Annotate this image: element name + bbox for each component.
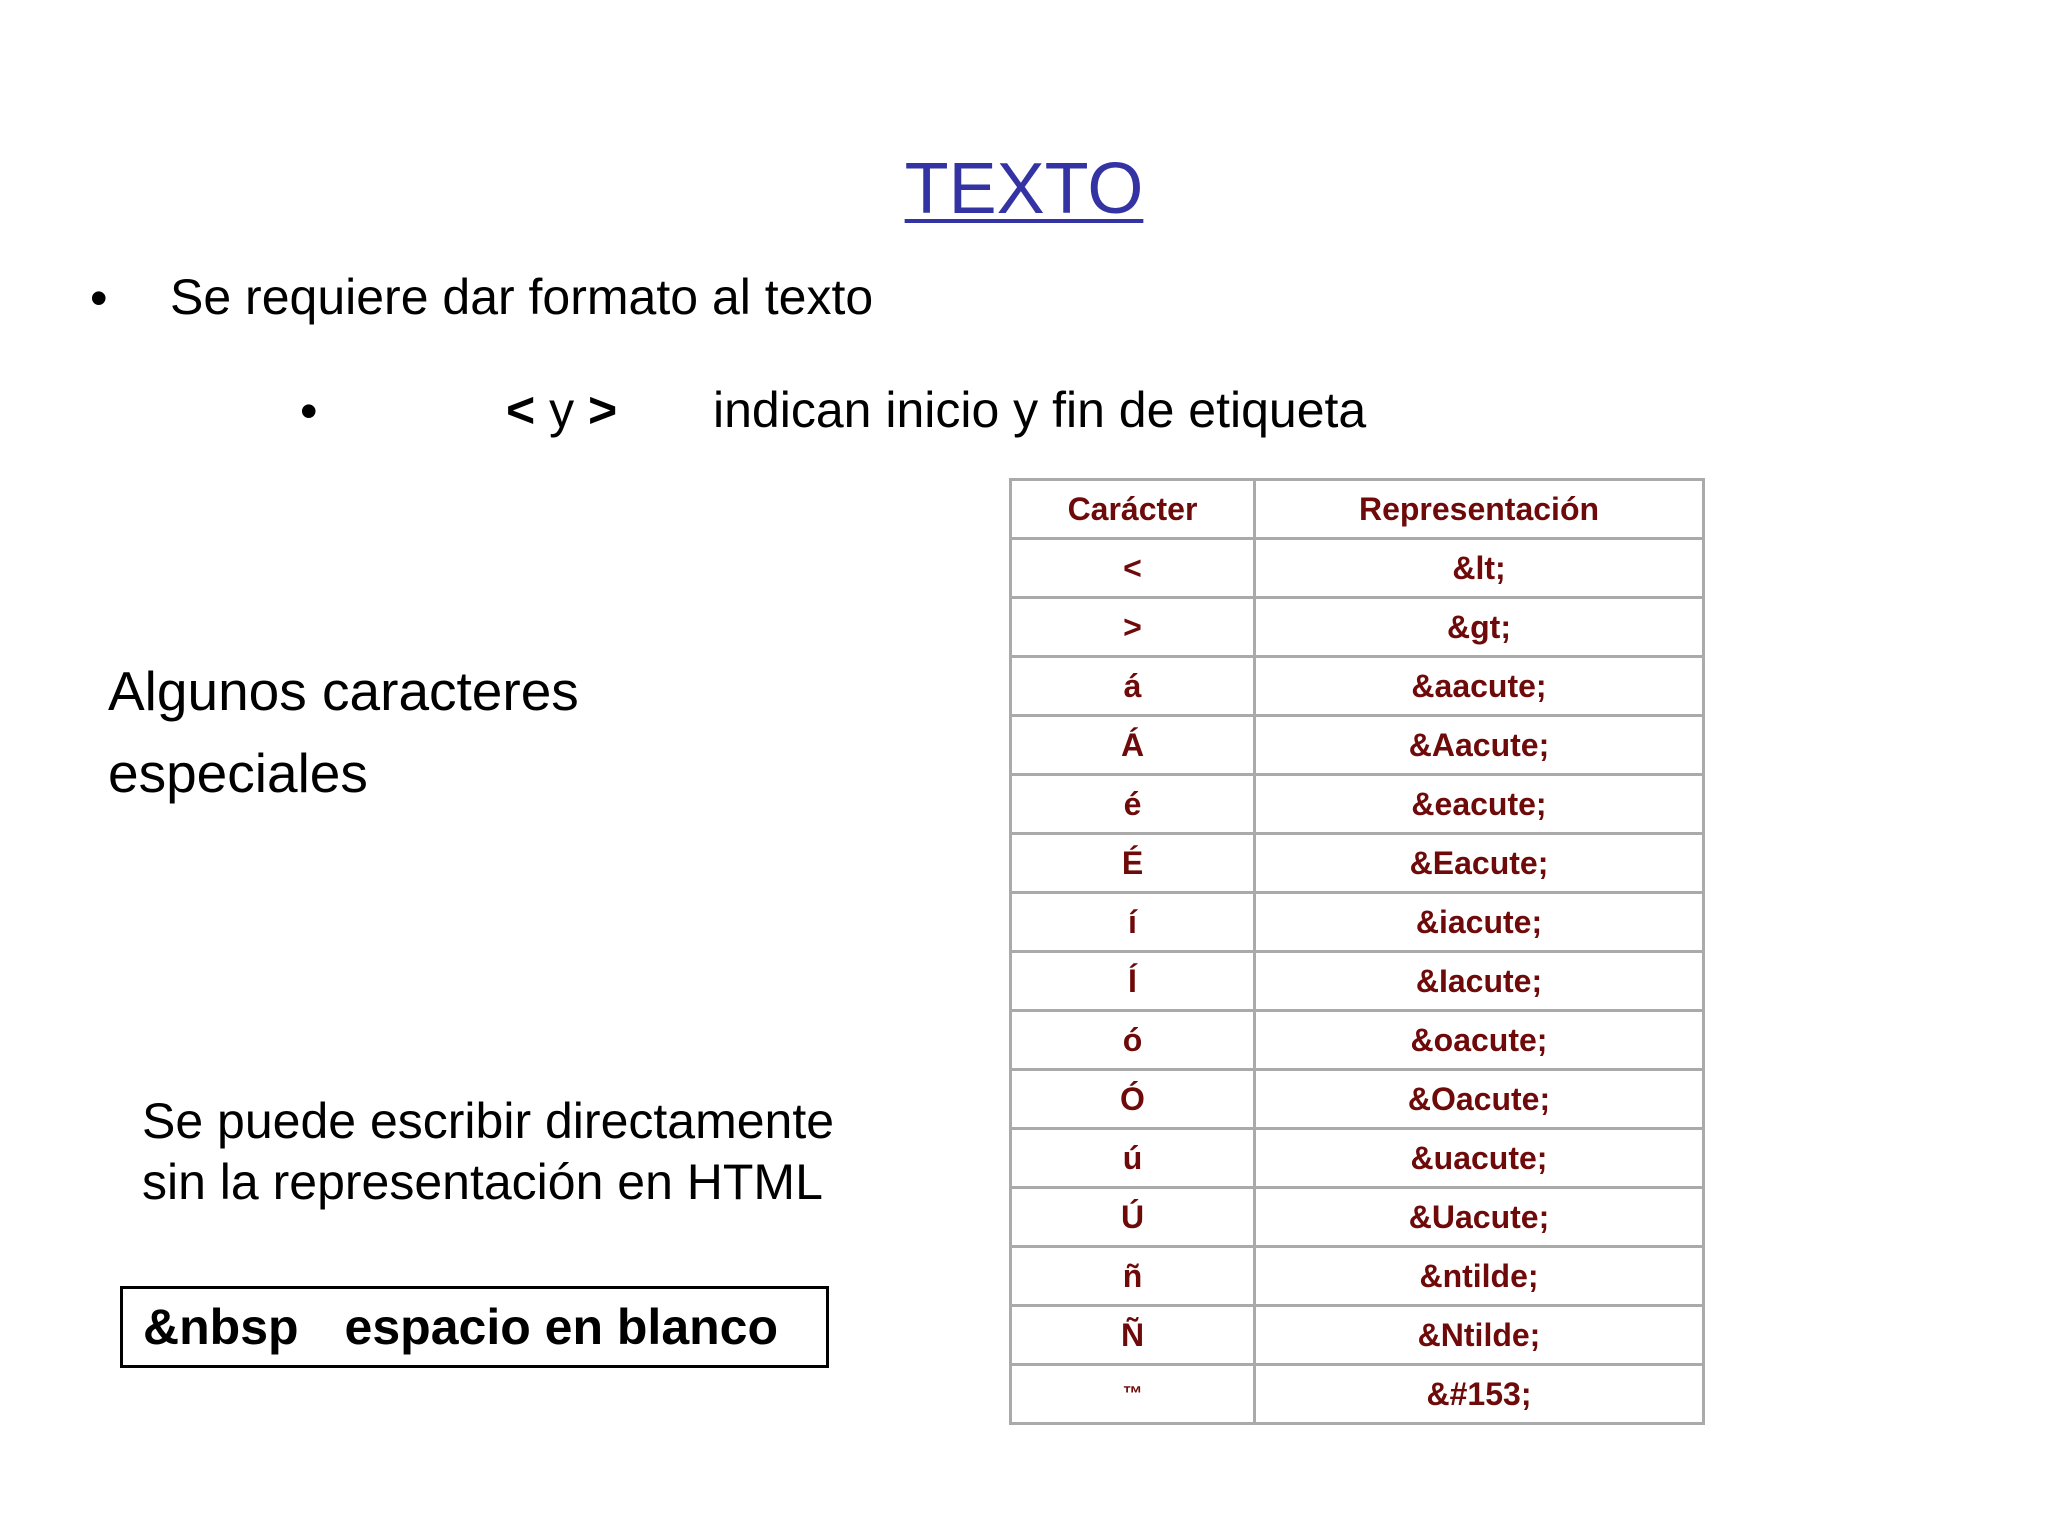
cell-character: Á [1011,716,1255,775]
bullet-text-format: Se requiere dar formato al texto [170,269,874,325]
cell-character: Ú [1011,1188,1255,1247]
cell-representation: &ntilde; [1255,1247,1704,1306]
cell-representation: &gt; [1255,598,1704,657]
character-table [1009,478,1705,1425]
cell-representation: &#153; [1255,1365,1704,1424]
table-row [1011,1011,1704,1070]
less-than-symbol: < [506,382,536,438]
cell-character: é [1011,775,1255,834]
cell-representation: &Iacute; [1255,952,1704,1011]
table-row [1011,716,1704,775]
cell-character: Ó [1011,1070,1255,1129]
special-heading-line1: Algunos caracteres [108,660,579,722]
cell-representation: &Ntilde; [1255,1306,1704,1365]
table-row [1011,1247,1704,1306]
cell-representation: &oacute; [1255,1011,1704,1070]
nbsp-label: espacio en blanco [344,1299,779,1355]
cell-representation: &iacute; [1255,893,1704,952]
table-header-row [1011,480,1704,539]
cell-character: ú [1011,1129,1255,1188]
table-row [1011,834,1704,893]
greater-than-symbol: > [588,382,618,438]
header-character: Carácter [1011,480,1255,539]
direct-writing-note [142,1091,834,1213]
direct-note-line1: Se puede escribir directamente [142,1093,835,1149]
cell-character: í [1011,893,1255,952]
table-row [1011,1129,1704,1188]
cell-representation: &Oacute; [1255,1070,1704,1129]
table-row [1011,598,1704,657]
cell-representation: &Uacute; [1255,1188,1704,1247]
cell-character: á [1011,657,1255,716]
slide-title [0,146,2048,232]
table-row [1011,1188,1704,1247]
cell-representation: &uacute; [1255,1129,1704,1188]
table-row [1011,775,1704,834]
cell-representation: &Eacute; [1255,834,1704,893]
sub-bullet-dot: • [300,383,318,439]
slide-title-text: TEXTO [904,149,1144,229]
bullet-dot: • [90,270,108,326]
cell-representation: &lt; [1255,539,1704,598]
table-row [1011,539,1704,598]
cell-character: > [1011,598,1255,657]
table-row [1011,1365,1704,1424]
cell-representation: &eacute; [1255,775,1704,834]
nbsp-code: &nbsp [143,1299,299,1355]
nbsp-callout-box [120,1286,829,1368]
table-row [1011,1070,1704,1129]
cell-representation: &aacute; [1255,657,1704,716]
cell-character: Ñ [1011,1306,1255,1365]
sub-bullet-text: indican inicio y fin de etiqueta [713,382,1367,438]
special-characters-heading [108,650,579,814]
table-row [1011,952,1704,1011]
header-representation: Representación [1255,480,1704,539]
symbol-connector: y [535,382,588,438]
table-row [1011,1306,1704,1365]
special-heading-line2: especiales [108,742,368,804]
table-row [1011,893,1704,952]
cell-character: ó [1011,1011,1255,1070]
cell-character: ñ [1011,1247,1255,1306]
cell-character: Í [1011,952,1255,1011]
direct-note-line2: sin la representación en HTML [142,1154,823,1210]
cell-representation: &Aacute; [1255,716,1704,775]
cell-character: < [1011,539,1255,598]
table-row [1011,657,1704,716]
cell-character: É [1011,834,1255,893]
cell-character: ™ [1011,1365,1255,1424]
tag-symbols [506,380,617,440]
